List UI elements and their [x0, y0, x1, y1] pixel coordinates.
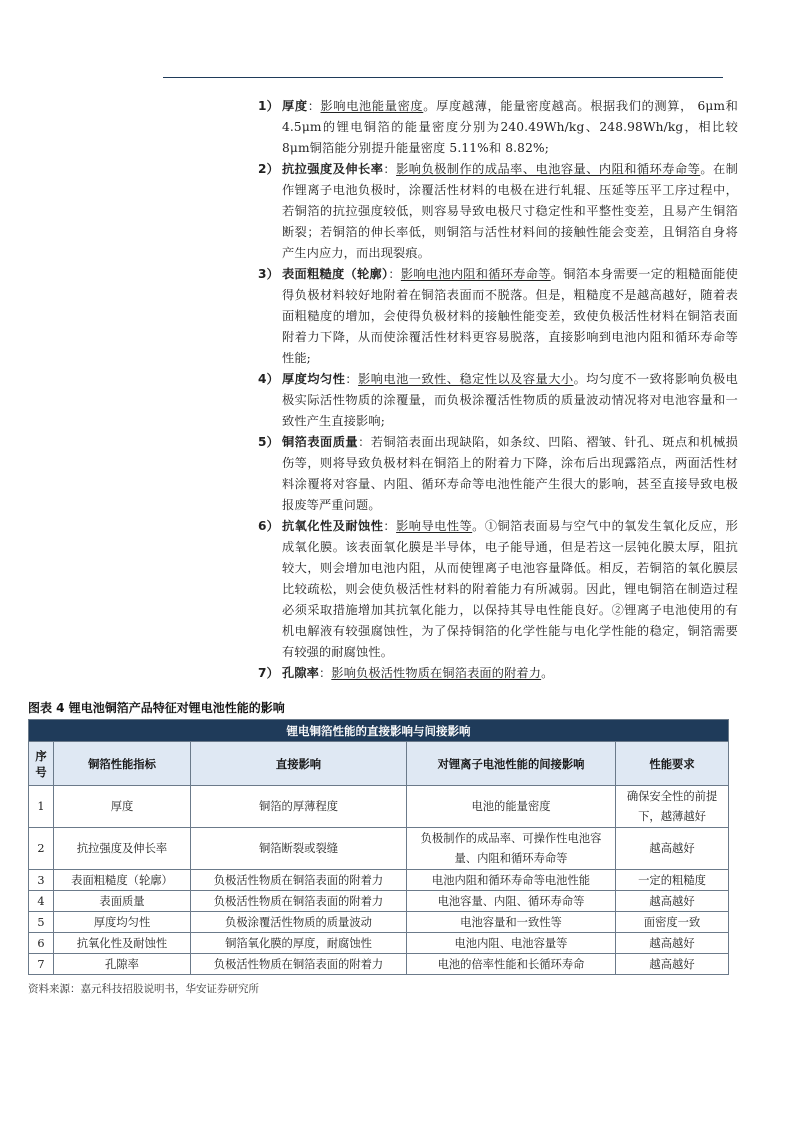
table-cell: 负极活性物质在铜箔表面的附着力	[191, 954, 407, 975]
item-lead: 影响导电性等	[396, 519, 473, 533]
table-cell: 越高越好	[616, 828, 729, 870]
list-item	[258, 264, 738, 369]
table-cell: 表面粗糙度（轮廓）	[54, 870, 191, 891]
item-body: 。①铜箔表面易与空气中的氧发生氧化反应，形成氧化膜。该表面氧化膜是半导体，电子能导通，但是若这一层钝化膜太厚，阻抗较大，则会增加电池内阻，从而使锂离子电池容量降低。相反，若铜箔的氧化膜层比较疏松，则会使负极活性材料的附着能力有所减弱。因此，锂电铜箔在制造过程必须采取措施增加其抗氧化能力，以保持其导电性能良好。②锂离子电池使用的有机电解液有较强腐蚀性，为了保持铜箔的化学性能与电化学性能的稳定，铜箔需要有较强的耐腐蚀性。	[282, 519, 739, 659]
item-body: 。在制作锂离子电池负极时，涂覆活性材料的电极在进行轧辊、压延等压平工序过程中，若铜箔的抗拉强度较低，则容易导致电极尺寸稳定性和平整性变差，且易产生铜箔断裂；若铜箔的伸长率低，则铜箔与活性材料间的接触性能会变差，且铜箔自身将产生内应力，而出现裂痕。	[282, 162, 739, 260]
column-header: 铜箔性能指标	[54, 742, 191, 786]
table-cell: 7	[29, 954, 54, 975]
table-cell: 抗氧化性及耐蚀性	[54, 933, 191, 954]
table-cell: 越高越好	[616, 891, 729, 912]
item-text: 孔隙率：影响负极活性物质在铜箔表面的附着力。	[282, 666, 554, 680]
table-cell: 负极活性物质在铜箔表面的附着力	[191, 891, 407, 912]
list-item	[258, 369, 738, 432]
table-cell: 厚度均匀性	[54, 912, 191, 933]
list-item	[258, 96, 738, 159]
table-row	[29, 786, 729, 828]
item-text: 抗拉强度及伸长率：影响负极制作的成品率、电池容量、内阻和循环寿命等。在制作锂离子电池负极时，涂覆活性材料的电极在进行轧辊、压延等压平工序过程中，若铜箔的抗拉强度较低，则容易导致电极尺寸稳定性和平整性变差，且易产生铜箔断裂；若铜箔的伸长率低，则铜箔与活性材料间的接触性能会变差，且铜箔自身将产生内应力，而出现裂痕。	[282, 162, 739, 260]
column-header: 对锂离子电池性能的间接影响	[407, 742, 616, 786]
item-term: 厚度均匀性	[282, 372, 346, 386]
table-cell: 一定的粗糙度	[616, 870, 729, 891]
table-row	[29, 954, 729, 975]
column-header: 序号	[29, 742, 54, 786]
table-cell: 电池容量、内阻、循环寿命等	[407, 891, 616, 912]
table-banner: 锂电铜箔性能的直接影响与间接影响	[29, 720, 729, 742]
table-cell: 电池容量和一致性等	[407, 912, 616, 933]
table-cell: 2	[29, 828, 54, 870]
item-number: 5）	[258, 435, 279, 449]
table-row	[29, 828, 729, 870]
table-row	[29, 912, 729, 933]
table-cell: 电池的能量密度	[407, 786, 616, 828]
item-term: 厚度	[282, 99, 308, 113]
item-text: 厚度：影响电池能量密度。厚度越薄，能量密度越高。根据我们的测算， 6μm和4.5μm的锂电铜箔的能量密度分别为240.49Wh/kg、248.98Wh/kg，相比较 8μm铜箔能分别提升能量密度 5.11%和 8.82%;	[282, 99, 738, 155]
item-body: 。	[541, 666, 554, 680]
source-note: 资料来源：嘉元科技招股说明书，华安证券研究所	[28, 983, 259, 995]
table-cell: 越高越好	[616, 933, 729, 954]
item-term: 孔隙率	[282, 666, 320, 680]
table-cell: 负极活性物质在铜箔表面的附着力	[191, 870, 407, 891]
table-cell: 铜箔断裂或裂缝	[191, 828, 407, 870]
table-cell: 面密度一致	[616, 912, 729, 933]
item-text: 表面粗糙度（轮廓）：影响电池内阻和循环寿命等。铜箔本身需要一定的粗糙面能使得负极材料较好地附着在铜箔表面而不脱落。但是，粗糙度不是越高越好，随着表面粗糙度的增加，会使得负极材料的接触性能变差，致使负极活性材料在铜箔表面附着力下降，从而使涂覆活性材料更容易脱落，直接影响到电池内阻和循环寿命等性能;	[282, 267, 739, 365]
list-item	[258, 516, 738, 663]
header-rule	[163, 77, 723, 78]
item-lead: 影响电池内阻和循环寿命等	[400, 267, 551, 281]
item-lead: 影响电池能量密度	[320, 99, 424, 113]
item-number: 4）	[258, 372, 279, 386]
table-cell: 负极制作的成品率、可操作性电池容量、内阻和循环寿命等	[407, 828, 616, 870]
item-number: 7）	[258, 666, 279, 680]
item-term: 抗氧化性及耐蚀性	[282, 519, 384, 533]
table-cell: 确保安全性的前提下，越薄越好	[616, 786, 729, 828]
item-number: 1）	[258, 99, 279, 113]
table-row	[29, 891, 729, 912]
list-item	[258, 663, 738, 684]
table-header-row	[29, 742, 729, 786]
item-number: 3）	[258, 267, 279, 281]
item-term: 抗拉强度及伸长率	[282, 162, 384, 176]
column-header: 直接影响	[191, 742, 407, 786]
item-number: 6）	[258, 519, 279, 533]
feature-list	[258, 96, 738, 684]
table-cell: 1	[29, 786, 54, 828]
item-body: 。厚度越薄，能量密度越高。根据我们的测算， 6μm和4.5μm的锂电铜箔的能量密度分别为240.49Wh/kg、248.98Wh/kg，相比较 8μm铜箔能分别提升能量密度 5.11%和 8.82%;	[282, 99, 738, 155]
table-cell: 电池内阻、电池容量等	[407, 933, 616, 954]
item-text: 抗氧化性及耐蚀性：影响导电性等。①铜箔表面易与空气中的氧发生氧化反应，形成氧化膜。该表面氧化膜是半导体，电子能导通，但是若这一层钝化膜太厚，阻抗较大，则会增加电池内阻，从而使锂离子电池容量降低。相反，若铜箔的氧化膜层比较疏松，则会使负极活性材料的附着能力有所减弱。因此，锂电铜箔在制造过程必须采取措施增加其抗氧化能力，以保持其导电性能良好。②锂离子电池使用的有机电解液有较强腐蚀性，为了保持铜箔的化学性能与电化学性能的稳定，铜箔需要有较强的耐腐蚀性。	[282, 519, 739, 659]
item-lead: 影响负极制作的成品率、电池容量、内阻和循环寿命等	[396, 162, 701, 176]
table-cell: 负极涂覆活性物质的质量波动	[191, 912, 407, 933]
item-body: 。均匀度不一致将影响负极电极实际活性物质的涂覆量，而负极涂覆活性物质的质量波动情况将对电池容量和一致性产生直接影响;	[282, 372, 739, 428]
table-cell: 3	[29, 870, 54, 891]
table-cell: 电池的倍率性能和长循环寿命	[407, 954, 616, 975]
item-lead: 影响电池一致性、稳定性以及容量大小	[358, 372, 574, 386]
item-body: 。铜箔本身需要一定的粗糙面能使得负极材料较好地附着在铜箔表面而不脱落。但是，粗糙度不是越高越好，随着表面粗糙度的增加，会使得负极材料的接触性能变差，致使负极活性材料在铜箔表面附着力下降，从而使涂覆活性材料更容易脱落，直接影响到电池内阻和循环寿命等性能;	[282, 267, 739, 365]
table-cell: 4	[29, 891, 54, 912]
table-caption: 图表 4 锂电池铜箔产品特征对锂电池性能的影响	[28, 701, 285, 715]
table-row	[29, 870, 729, 891]
table-cell: 厚度	[54, 786, 191, 828]
table-cell: 表面质量	[54, 891, 191, 912]
table-cell: 铜箔氧化膜的厚度，耐腐蚀性	[191, 933, 407, 954]
table-row	[29, 933, 729, 954]
table-cell: 越高越好	[616, 954, 729, 975]
table-cell: 铜箔的厚薄程度	[191, 786, 407, 828]
item-text	[282, 432, 738, 516]
item-term: 铜箔表面质量	[282, 435, 359, 449]
list-item	[258, 159, 738, 264]
column-header: 性能要求	[616, 742, 729, 786]
item-term: 表面粗糙度（轮廓）	[282, 267, 389, 281]
table-cell: 6	[29, 933, 54, 954]
list-item	[258, 432, 738, 516]
table-cell: 电池内阻和循环寿命等电池性能	[407, 870, 616, 891]
item-number: 2）	[258, 162, 279, 176]
table-cell: 5	[29, 912, 54, 933]
item-lead: 影响负极活性物质在铜箔表面的附着力	[331, 666, 542, 680]
item-body: ：若铜箔表面出现缺陷，如条纹、凹陷、褶皱、针孔、斑点和机械损伤等，则将导致负极材料在铜箔上的附着力下降，涂布后出现露箔点，两面活性材料涂覆将对容量、内阻、循环寿命等电池性能产生很大的影响，甚至直接导致电极报废等严重问题。	[282, 435, 739, 512]
item-text: 厚度均匀性：影响电池一致性、稳定性以及容量大小。均匀度不一致将影响负极电极实际活性物质的涂覆量，而负极涂覆活性物质的质量波动情况将对电池容量和一致性产生直接影响;	[282, 372, 739, 428]
table-cell: 抗拉强度及伸长率	[54, 828, 191, 870]
table-cell: 孔隙率	[54, 954, 191, 975]
impact-table	[28, 719, 729, 975]
